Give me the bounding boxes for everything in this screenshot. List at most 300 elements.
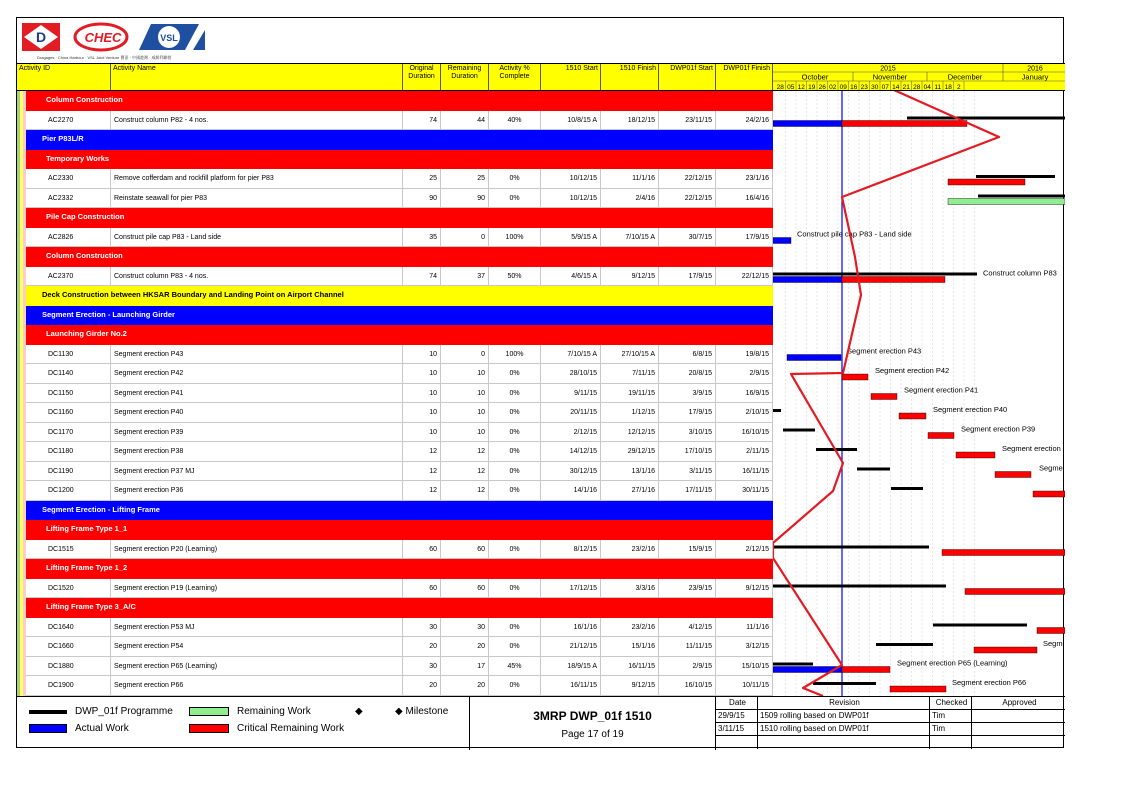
activity-name: Reinstate seawall for pier P83 bbox=[111, 189, 403, 208]
day-tick-label: 21 bbox=[902, 84, 910, 91]
original-duration: 12 bbox=[403, 442, 441, 461]
header-original-duration[interactable]: Original Duration bbox=[403, 64, 441, 90]
rev-checked: Tim bbox=[930, 710, 972, 723]
day-tick-label: 18 bbox=[944, 84, 952, 91]
header-activity-complete[interactable]: Activity % Complete bbox=[489, 64, 541, 90]
finish-1510: 15/1/16 bbox=[601, 637, 659, 656]
gantt-bar[interactable] bbox=[948, 179, 1025, 185]
gantt-bar[interactable] bbox=[813, 682, 876, 685]
day-tick-label: 19 bbox=[808, 84, 816, 91]
dwp-start: 17/11/15 bbox=[659, 481, 716, 500]
finish-1510: 13/1/16 bbox=[601, 462, 659, 481]
finish-1510: 16/11/15 bbox=[601, 657, 659, 676]
percent-complete: 40% bbox=[489, 111, 541, 130]
remaining-duration: 44 bbox=[441, 111, 489, 130]
start-1510: 16/11/15 bbox=[541, 676, 601, 695]
percent-complete: 0% bbox=[489, 364, 541, 383]
finish-1510: 7/10/15 A bbox=[601, 228, 659, 247]
gantt-chart bbox=[773, 91, 1065, 696]
bar-label: Segment erection P65 (Learning) bbox=[897, 658, 1008, 668]
title-block bbox=[469, 697, 716, 750]
legend-remaining: Remaining Work bbox=[237, 706, 311, 717]
remaining-duration: 10 bbox=[441, 384, 489, 403]
percent-complete: 0% bbox=[489, 540, 541, 559]
day-tick-label: 23 bbox=[860, 84, 868, 91]
activity-id: DC1515 bbox=[26, 540, 111, 559]
activity-name: Construct column P83 - 4 nos. bbox=[111, 267, 403, 286]
wbs-level-bars bbox=[17, 91, 26, 696]
start-1510: 9/11/15 bbox=[541, 384, 601, 403]
legend-footer bbox=[17, 696, 1065, 749]
gantt-bar[interactable] bbox=[890, 686, 946, 692]
wbs-band-label: Launching Girder No.2 bbox=[46, 329, 127, 338]
activity-id: DC1160 bbox=[26, 403, 111, 422]
rev-header-checked: Checked bbox=[930, 697, 972, 710]
gantt-bar[interactable] bbox=[787, 355, 841, 361]
wbs-band[interactable] bbox=[26, 306, 773, 326]
bar-label: Segment erection P41 bbox=[904, 385, 979, 395]
bar-label: Segment erection P43 bbox=[847, 346, 922, 356]
remaining-duration: 30 bbox=[441, 618, 489, 637]
bar-label: Segment erection bbox=[1002, 444, 1061, 453]
day-tick-label: 28 bbox=[913, 84, 921, 91]
activity-id: AC2332 bbox=[26, 189, 111, 208]
gantt-bar[interactable] bbox=[942, 550, 1065, 556]
schedule-page bbox=[16, 17, 1064, 748]
original-duration: 60 bbox=[403, 540, 441, 559]
activity-row[interactable] bbox=[26, 345, 773, 365]
remaining-duration: 20 bbox=[441, 637, 489, 656]
header-activity-name[interactable]: Activity Name bbox=[111, 64, 403, 90]
wbs-band[interactable] bbox=[26, 150, 773, 170]
remaining-duration: 60 bbox=[441, 579, 489, 598]
original-duration: 60 bbox=[403, 579, 441, 598]
day-tick-label: 09 bbox=[839, 84, 847, 91]
vsl-logo bbox=[133, 22, 205, 52]
gantt-bar[interactable] bbox=[891, 487, 923, 490]
percent-complete: 0% bbox=[489, 384, 541, 403]
header-dwp-finish[interactable]: DWP01f Finish bbox=[716, 64, 773, 90]
gantt-bar[interactable] bbox=[842, 121, 967, 127]
activity-name: Segment erection P42 bbox=[111, 364, 403, 383]
header-1510-start[interactable]: 1510 Start bbox=[541, 64, 601, 90]
rev-description: 1510 rolling based on DWP01f bbox=[758, 723, 930, 736]
activity-row[interactable] bbox=[26, 462, 773, 482]
activity-row[interactable] bbox=[26, 618, 773, 638]
gantt-bar[interactable] bbox=[928, 433, 954, 439]
dwp-finish: 16/10/15 bbox=[716, 423, 773, 442]
start-1510: 14/1/16 bbox=[541, 481, 601, 500]
wbs-band-label: Segment Erection - Launching Girder bbox=[42, 309, 175, 319]
bar-label: Segment erection P39 bbox=[961, 424, 1036, 434]
header-remaining-duration[interactable]: Remaining Duration bbox=[441, 64, 489, 90]
start-1510: 10/8/15 A bbox=[541, 111, 601, 130]
dwp-start: 23/11/15 bbox=[659, 111, 716, 130]
finish-1510: 11/1/16 bbox=[601, 169, 659, 188]
dwp-finish: 3/12/15 bbox=[716, 637, 773, 656]
dwp-start: 3/9/15 bbox=[659, 384, 716, 403]
finish-1510: 23/2/16 bbox=[601, 618, 659, 637]
gantt-bar[interactable] bbox=[773, 273, 977, 276]
wbs-band[interactable] bbox=[26, 559, 773, 579]
dwp-start: 6/8/15 bbox=[659, 345, 716, 364]
activity-id: AC2270 bbox=[26, 111, 111, 130]
dwp-start: 11/11/15 bbox=[659, 637, 716, 656]
day-tick-label: 28 bbox=[776, 84, 784, 91]
wbs-band[interactable] bbox=[26, 501, 773, 521]
gantt-bar[interactable] bbox=[876, 643, 933, 646]
start-1510: 28/10/15 bbox=[541, 364, 601, 383]
percent-complete: 0% bbox=[489, 169, 541, 188]
gantt-bar[interactable] bbox=[773, 546, 929, 549]
gantt-bar[interactable] bbox=[842, 374, 868, 380]
gantt-bar[interactable] bbox=[773, 121, 842, 127]
dwp-finish: 16/9/15 bbox=[716, 384, 773, 403]
month-label: October bbox=[801, 72, 829, 82]
gantt-bar[interactable] bbox=[995, 472, 1031, 478]
rev-header-revision: Revision bbox=[758, 697, 930, 710]
wbs-band[interactable] bbox=[26, 325, 773, 345]
gantt-bar[interactable] bbox=[956, 452, 995, 458]
activity-row[interactable] bbox=[26, 657, 773, 677]
percent-complete: 0% bbox=[489, 189, 541, 208]
dwp-start: 22/12/15 bbox=[659, 169, 716, 188]
start-1510: 14/12/15 bbox=[541, 442, 601, 461]
activity-row[interactable] bbox=[26, 364, 773, 384]
dwp-start: 3/10/15 bbox=[659, 423, 716, 442]
start-1510: 7/10/15 A bbox=[541, 345, 601, 364]
gantt-bar[interactable] bbox=[978, 195, 1065, 198]
rev-description: 1509 rolling based on DWP01f bbox=[758, 710, 930, 723]
dwp-finish: 30/11/15 bbox=[716, 481, 773, 500]
percent-complete: 100% bbox=[489, 345, 541, 364]
remaining-duration: 12 bbox=[441, 442, 489, 461]
day-tick-label: 11 bbox=[934, 84, 942, 91]
start-1510: 8/12/15 bbox=[541, 540, 601, 559]
wbs-band-label: Column Construction bbox=[46, 95, 123, 104]
gantt-bar[interactable] bbox=[1033, 491, 1065, 497]
activity-row[interactable] bbox=[26, 423, 773, 443]
legend-milestone: ◆ Milestone bbox=[395, 706, 449, 717]
bar-label: Segment erection P40 bbox=[933, 405, 1008, 414]
bar-label: Segment erection P66 bbox=[952, 678, 1027, 687]
activity-row[interactable] bbox=[26, 228, 773, 248]
original-duration: 30 bbox=[403, 657, 441, 676]
rev-empty bbox=[758, 736, 930, 749]
activity-id: DC1640 bbox=[26, 618, 111, 637]
percent-complete: 45% bbox=[489, 657, 541, 676]
activity-row[interactable] bbox=[26, 579, 773, 599]
start-1510: 21/12/15 bbox=[541, 637, 601, 656]
finish-1510: 3/3/16 bbox=[601, 579, 659, 598]
activity-id: AC2826 bbox=[26, 228, 111, 247]
finish-1510: 27/10/15 A bbox=[601, 345, 659, 364]
finish-1510: 9/12/15 bbox=[601, 267, 659, 286]
dwp-start: 16/10/15 bbox=[659, 676, 716, 695]
original-duration: 10 bbox=[403, 364, 441, 383]
original-duration: 90 bbox=[403, 189, 441, 208]
gantt-bar[interactable] bbox=[899, 413, 926, 419]
remaining-duration: 60 bbox=[441, 540, 489, 559]
original-duration: 10 bbox=[403, 423, 441, 442]
activity-row[interactable] bbox=[26, 111, 773, 131]
original-duration: 74 bbox=[403, 267, 441, 286]
svg-text:D: D bbox=[35, 29, 47, 45]
logo-strip bbox=[17, 18, 208, 64]
activity-name: Segment erection P19 (Learning) bbox=[111, 579, 403, 598]
remaining-duration: 20 bbox=[441, 676, 489, 695]
finish-1510: 19/11/15 bbox=[601, 384, 659, 403]
start-1510: 16/1/16 bbox=[541, 618, 601, 637]
percent-complete: 0% bbox=[489, 676, 541, 695]
start-1510: 17/12/15 bbox=[541, 579, 601, 598]
activity-row[interactable] bbox=[26, 540, 773, 560]
activity-id: DC1520 bbox=[26, 579, 111, 598]
activity-id: DC1190 bbox=[26, 462, 111, 481]
finish-1510: 12/12/15 bbox=[601, 423, 659, 442]
rev-empty bbox=[716, 736, 758, 749]
wbs-band-label: Pile Cap Construction bbox=[46, 212, 125, 221]
original-duration: 20 bbox=[403, 676, 441, 695]
legend-critical: Critical Remaining Work bbox=[237, 723, 345, 734]
gantt-bar[interactable] bbox=[974, 647, 1037, 653]
activity-id: AC2330 bbox=[26, 169, 111, 188]
remaining-duration: 10 bbox=[441, 403, 489, 422]
gantt-bar[interactable] bbox=[965, 589, 1065, 595]
activity-name: Segment erection P20 (Learning) bbox=[111, 540, 403, 559]
activity-name: Construct column P82 - 4 nos. bbox=[111, 111, 403, 130]
actual-swatch bbox=[29, 724, 67, 733]
original-duration: 30 bbox=[403, 618, 441, 637]
revision-table bbox=[716, 697, 1065, 750]
gantt-bar[interactable] bbox=[773, 585, 946, 588]
wbs-band-label: Lifting Frame Type 1_2 bbox=[46, 563, 128, 572]
percent-complete: 0% bbox=[489, 618, 541, 637]
wbs-band[interactable] bbox=[26, 520, 773, 540]
rev-empty bbox=[930, 736, 972, 749]
gantt-bar[interactable] bbox=[857, 468, 890, 471]
remaining-duration: 10 bbox=[441, 364, 489, 383]
dwp-finish: 23/1/16 bbox=[716, 169, 773, 188]
dragages-logo bbox=[21, 22, 61, 52]
remaining-duration: 0 bbox=[441, 345, 489, 364]
start-1510: 5/9/15 A bbox=[541, 228, 601, 247]
rev-checked: Tim bbox=[930, 723, 972, 736]
activity-id: DC1140 bbox=[26, 364, 111, 383]
dwp-finish: 11/1/16 bbox=[716, 618, 773, 637]
wbs-band-label: Lifting Frame Type 3_A/C bbox=[46, 602, 136, 611]
activity-id: AC2370 bbox=[26, 267, 111, 286]
gantt-bar[interactable] bbox=[773, 277, 842, 283]
dwp-finish: 9/12/15 bbox=[716, 579, 773, 598]
document-title: 3MRP DWP_01f 1510 bbox=[533, 709, 652, 723]
finish-1510: 29/12/15 bbox=[601, 442, 659, 461]
original-duration: 10 bbox=[403, 403, 441, 422]
remaining-duration: 25 bbox=[441, 169, 489, 188]
remaining-duration: 0 bbox=[441, 228, 489, 247]
bar-label: Segment erection P42 bbox=[875, 366, 950, 375]
gantt-bar[interactable] bbox=[907, 117, 1065, 120]
day-tick-label: 05 bbox=[787, 84, 795, 91]
activity-row[interactable] bbox=[26, 267, 773, 287]
activity-row[interactable] bbox=[26, 403, 773, 423]
wbs-band[interactable] bbox=[26, 247, 773, 267]
wbs-band-label: Deck Construction between HKSAR Boundary and Landing Point on Airport Channel bbox=[42, 290, 344, 299]
original-duration: 25 bbox=[403, 169, 441, 188]
percent-complete: 0% bbox=[489, 403, 541, 422]
wbs-band[interactable] bbox=[26, 130, 773, 150]
original-duration: 10 bbox=[403, 384, 441, 403]
rev-header-approved: Approved bbox=[972, 697, 1065, 710]
start-1510: 18/9/15 A bbox=[541, 657, 601, 676]
activity-name: Segment erection P66 bbox=[111, 676, 403, 695]
day-tick-label: 14 bbox=[892, 84, 900, 91]
chec-logo bbox=[73, 22, 129, 52]
dwp-finish: 15/10/15 bbox=[716, 657, 773, 676]
month-label: November bbox=[872, 72, 908, 82]
wbs-band-label: Lifting Frame Type 1_1 bbox=[46, 524, 128, 533]
original-duration: 12 bbox=[403, 462, 441, 481]
dwp-finish: 22/12/15 bbox=[716, 267, 773, 286]
finish-1510: 23/2/16 bbox=[601, 540, 659, 559]
dwp-start: 17/9/15 bbox=[659, 403, 716, 422]
activity-id: DC1170 bbox=[26, 423, 111, 442]
bar-label: Construct pile cap P83 - Land side bbox=[797, 229, 912, 239]
activity-name: Segment erection P39 bbox=[111, 423, 403, 442]
day-tick-label: 26 bbox=[818, 84, 826, 91]
dwp-start: 17/9/15 bbox=[659, 267, 716, 286]
activity-name: Segment erection P43 bbox=[111, 345, 403, 364]
finish-1510: 1/12/15 bbox=[601, 403, 659, 422]
gantt-bar[interactable] bbox=[842, 667, 890, 673]
activity-name: Segment erection P38 bbox=[111, 442, 403, 461]
month-label: January bbox=[1021, 72, 1049, 82]
critical-swatch bbox=[189, 724, 229, 733]
column-header bbox=[17, 63, 773, 91]
bar-label: Construct column P83 bbox=[983, 268, 1057, 278]
timescale-header bbox=[773, 63, 1065, 91]
rev-header-date: Date bbox=[716, 697, 758, 710]
activity-name: Segment erection P40 bbox=[111, 403, 403, 422]
dwp-finish: 10/11/15 bbox=[716, 676, 773, 695]
dwp-finish: 2/9/15 bbox=[716, 364, 773, 383]
milestone-icon: ◆ bbox=[355, 706, 363, 717]
dwp-start: 22/12/15 bbox=[659, 189, 716, 208]
dwp-start: 3/11/15 bbox=[659, 462, 716, 481]
svg-text:CHEC: CHEC bbox=[84, 30, 122, 45]
gantt-bar[interactable] bbox=[783, 429, 815, 432]
activity-name: Segment erection P36 bbox=[111, 481, 403, 500]
wbs-band[interactable] bbox=[26, 286, 773, 306]
wbs-band-label: Column Construction bbox=[46, 251, 123, 260]
header-dwp-start[interactable]: DWP01f Start bbox=[659, 64, 716, 90]
day-tick-label: 02 bbox=[829, 84, 837, 91]
activity-row[interactable] bbox=[26, 189, 773, 209]
activity-name: Segment erection P41 bbox=[111, 384, 403, 403]
gantt-bar[interactable] bbox=[948, 199, 1065, 205]
finish-1510: 27/1/16 bbox=[601, 481, 659, 500]
svg-text:VSL: VSL bbox=[160, 33, 178, 43]
activity-id: DC1660 bbox=[26, 637, 111, 656]
gantt-bar[interactable] bbox=[1037, 628, 1065, 634]
remaining-duration: 12 bbox=[441, 462, 489, 481]
wbs-band-label: Temporary Works bbox=[46, 153, 110, 163]
start-1510: 4/6/15 A bbox=[541, 267, 601, 286]
wbs-band[interactable] bbox=[26, 598, 773, 618]
original-duration: 10 bbox=[403, 345, 441, 364]
wbs-band-label: Segment Erection - Lifting Frame bbox=[42, 504, 160, 514]
activity-row[interactable] bbox=[26, 481, 773, 501]
gantt-bar[interactable] bbox=[933, 624, 1027, 627]
activity-name: Segment erection P54 bbox=[111, 637, 403, 656]
day-tick-label: 30 bbox=[871, 84, 879, 91]
day-tick-label: 16 bbox=[850, 84, 858, 91]
dwp-finish: 2/11/15 bbox=[716, 442, 773, 461]
rev-date: 29/9/15 bbox=[716, 710, 758, 723]
activity-name: Construct pile cap P83 - Land side bbox=[111, 228, 403, 247]
activity-row[interactable] bbox=[26, 384, 773, 404]
dwp-finish: 2/12/15 bbox=[716, 540, 773, 559]
header-1510-finish[interactable]: 1510 Finish bbox=[601, 64, 659, 90]
page-number: Page 17 of 19 bbox=[561, 729, 624, 740]
day-tick-label: 12 bbox=[797, 84, 805, 91]
percent-complete: 0% bbox=[489, 423, 541, 442]
remaining-duration: 12 bbox=[441, 481, 489, 500]
rev-date: 3/11/15 bbox=[716, 723, 758, 736]
start-1510: 20/11/15 bbox=[541, 403, 601, 422]
activity-id: DC1180 bbox=[26, 442, 111, 461]
day-tick-label: 2 bbox=[956, 84, 961, 91]
finish-1510: 18/12/15 bbox=[601, 111, 659, 130]
activity-row[interactable] bbox=[26, 637, 773, 657]
header-activity-id[interactable]: Activity ID bbox=[17, 64, 111, 90]
gantt-bar[interactable] bbox=[773, 238, 791, 244]
dwp-finish: 16/4/16 bbox=[716, 189, 773, 208]
activity-id: DC1130 bbox=[26, 345, 111, 364]
dwp-start: 2/9/15 bbox=[659, 657, 716, 676]
start-1510: 30/12/15 bbox=[541, 462, 601, 481]
dwp-start: 20/8/15 bbox=[659, 364, 716, 383]
original-duration: 74 bbox=[403, 111, 441, 130]
gantt-bar[interactable] bbox=[773, 663, 813, 666]
activity-id: DC1900 bbox=[26, 676, 111, 695]
dwp-finish: 16/11/15 bbox=[716, 462, 773, 481]
original-duration: 35 bbox=[403, 228, 441, 247]
day-tick-label: 04 bbox=[923, 84, 931, 91]
gantt-bar[interactable] bbox=[976, 175, 1055, 178]
gantt-bar[interactable] bbox=[773, 409, 781, 412]
gantt-bar[interactable] bbox=[871, 394, 897, 400]
legend-actual: Actual Work bbox=[75, 723, 129, 734]
start-1510: 2/12/15 bbox=[541, 423, 601, 442]
activity-name: Segment erection P65 (Learning) bbox=[111, 657, 403, 676]
percent-complete: 0% bbox=[489, 442, 541, 461]
activity-row[interactable] bbox=[26, 169, 773, 189]
rev-approved bbox=[972, 723, 1065, 736]
wbs-band[interactable] bbox=[26, 91, 773, 111]
bar-label: Segm bbox=[1043, 639, 1063, 648]
wbs-band[interactable] bbox=[26, 208, 773, 228]
original-duration: 20 bbox=[403, 637, 441, 656]
day-tick-label: 07 bbox=[881, 84, 889, 91]
activity-row[interactable] bbox=[26, 442, 773, 462]
bar-label: Segme bbox=[1039, 463, 1063, 473]
activity-name: Segment erection P53 MJ bbox=[111, 618, 403, 637]
activity-row[interactable] bbox=[26, 676, 773, 696]
programme-swatch bbox=[29, 710, 67, 714]
dwp-start: 15/9/15 bbox=[659, 540, 716, 559]
finish-1510: 9/12/15 bbox=[601, 676, 659, 695]
